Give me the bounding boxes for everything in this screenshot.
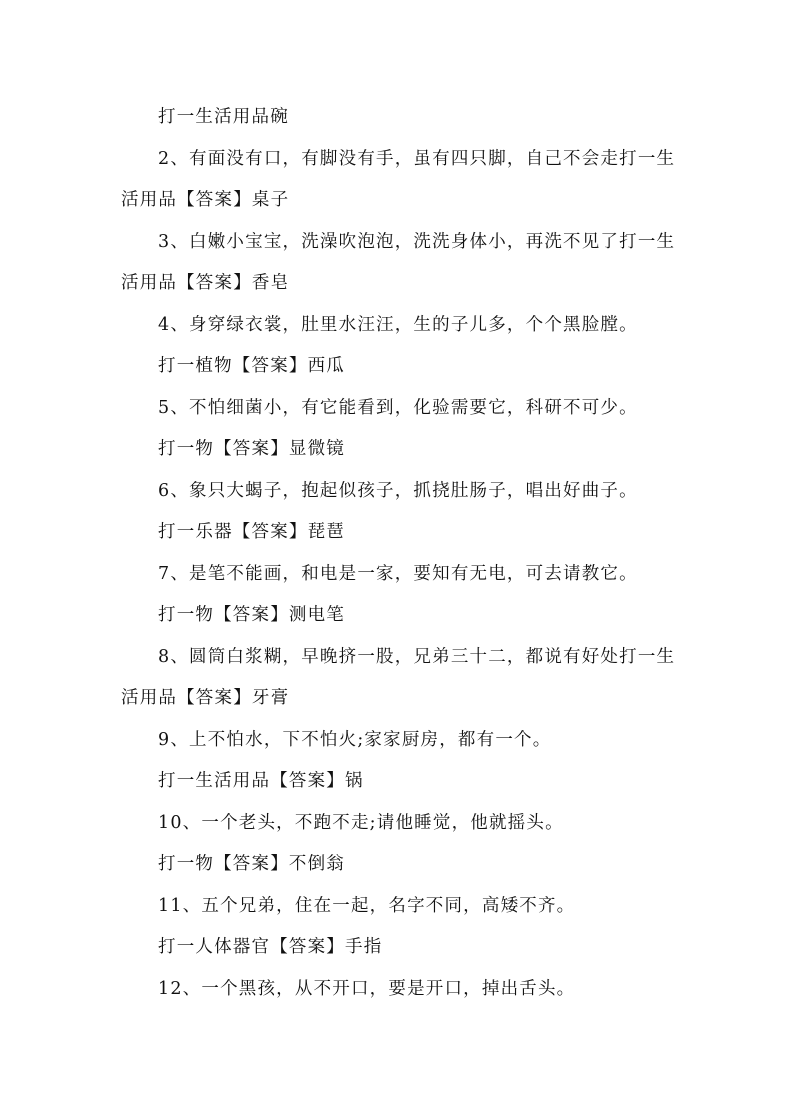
text-line: 2、有面没有口，有脚没有手，虽有四只脚，自己不会走打一生 <box>158 149 676 169</box>
text-line: 打一物【答案】不倒翁 <box>158 854 345 874</box>
text-line: 打一人体器官【答案】手指 <box>158 937 383 957</box>
text-line: 3、白嫩小宝宝，洗澡吹泡泡，洗洗身体小，再洗不见了打一生 <box>158 232 676 252</box>
text-line: 活用品【答案】牙膏 <box>121 688 290 708</box>
text-line: 7、是笔不能画，和电是一家，要知有无电，可去请教它。 <box>158 564 638 584</box>
text-line: 打一生活用品【答案】锅 <box>158 771 364 791</box>
text-line: 8、圆筒白浆糊，早晚挤一股，兄弟三十二，都说有好处打一生 <box>158 647 676 667</box>
text-line: 活用品【答案】香皂 <box>121 273 290 293</box>
text-line: 活用品【答案】桌子 <box>121 190 290 210</box>
text-line: 打一生活用品碗 <box>158 107 289 127</box>
text-line: 4、身穿绿衣裳，肚里水汪汪，生的子儿多，个个黑脸膛。 <box>158 315 638 335</box>
text-line: 打一植物【答案】西瓜 <box>158 356 345 376</box>
text-line: 11、五个兄弟，住在一起，名字不同，高矮不齐。 <box>158 896 576 916</box>
text-line: 打一物【答案】测电笔 <box>158 605 345 625</box>
text-line: 6、象只大蝎子，抱起似孩子，抓挠肚肠子，唱出好曲子。 <box>158 481 638 501</box>
text-line: 打一物【答案】显微镜 <box>158 439 345 459</box>
text-line: 9、上不怕水，下不怕火;家家厨房，都有一个。 <box>158 730 552 750</box>
text-line: 10、一个老头，不跑不走;请他睡觉，他就摇头。 <box>158 813 564 833</box>
text-line: 打一乐器【答案】琵琶 <box>158 522 345 542</box>
text-line: 5、不怕细菌小，有它能看到，化验需要它，科研不可少。 <box>158 398 638 418</box>
text-line: 12、一个黑孩，从不开口，要是开口，掉出舌头。 <box>158 979 576 999</box>
